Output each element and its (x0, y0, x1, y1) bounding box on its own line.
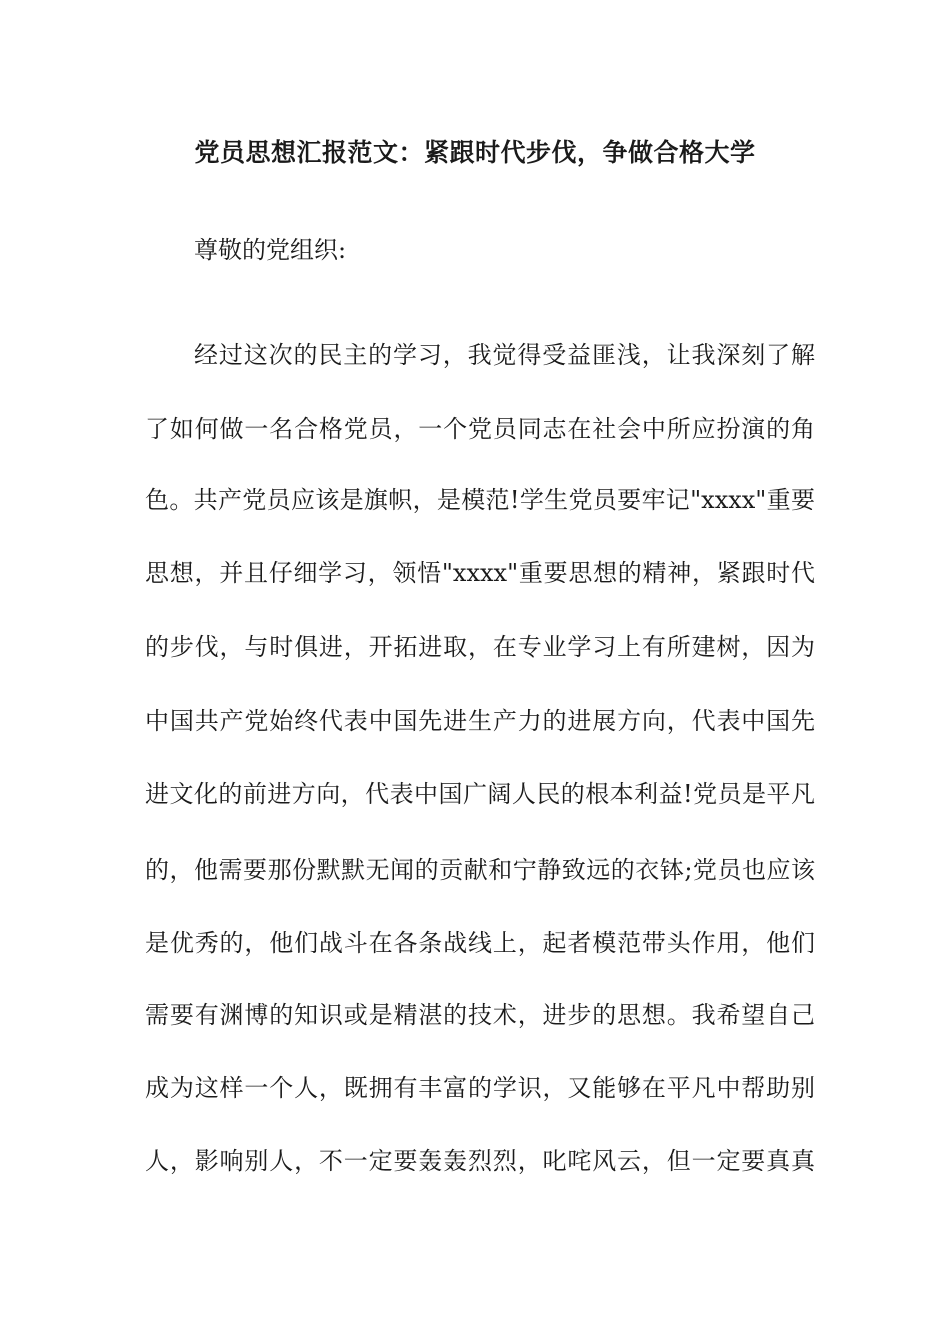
paragraph-line: 需要有渊博的知识或是精湛的技术，进步的思想。我希望自己 (145, 1001, 815, 1029)
document-title: 党员思想汇报范文：紧跟时代步伐，争做合格大学 (194, 138, 756, 167)
paragraph-line: 思想，并且仔细学习，领悟"xxxx"重要思想的精神，紧跟时代 (145, 559, 815, 587)
paragraph-line: 成为这样一个人，既拥有丰富的学识，又能够在平凡中帮助别 (145, 1074, 815, 1102)
paragraph-line: 中国共产党始终代表中国先进生产力的进展方向，代表中国先 (145, 707, 815, 735)
paragraph-line: 的步伐，与时俱进，开拓进取，在专业学习上有所建树，因为 (145, 633, 815, 661)
paragraph-line: 进文化的前进方向，代表中国广阔人民的根本利益!党员是平凡 (145, 780, 815, 808)
salutation: 尊敬的党组织: (194, 236, 347, 264)
paragraph-line: 是优秀的，他们战斗在各条战线上，起者模范带头作用，他们 (145, 929, 815, 957)
paragraph-line: 的，他需要那份默默无闻的贡献和宁静致远的衣钵;党员也应该 (145, 856, 815, 884)
paragraph-line: 经过这次的民主的学习，我觉得受益匪浅，让我深刻了解 (194, 341, 815, 369)
paragraph-line: 色。共产党员应该是旗帜，是模范!学生党员要牢记"xxxx"重要 (145, 486, 815, 514)
paragraph-line: 了如何做一名合格党员，一个党员同志在社会中所应扮演的角 (145, 415, 815, 443)
paragraph-line: 人，影响别人，不一定要轰轰烈烈，叱咤风云，但一定要真真 (145, 1147, 815, 1175)
